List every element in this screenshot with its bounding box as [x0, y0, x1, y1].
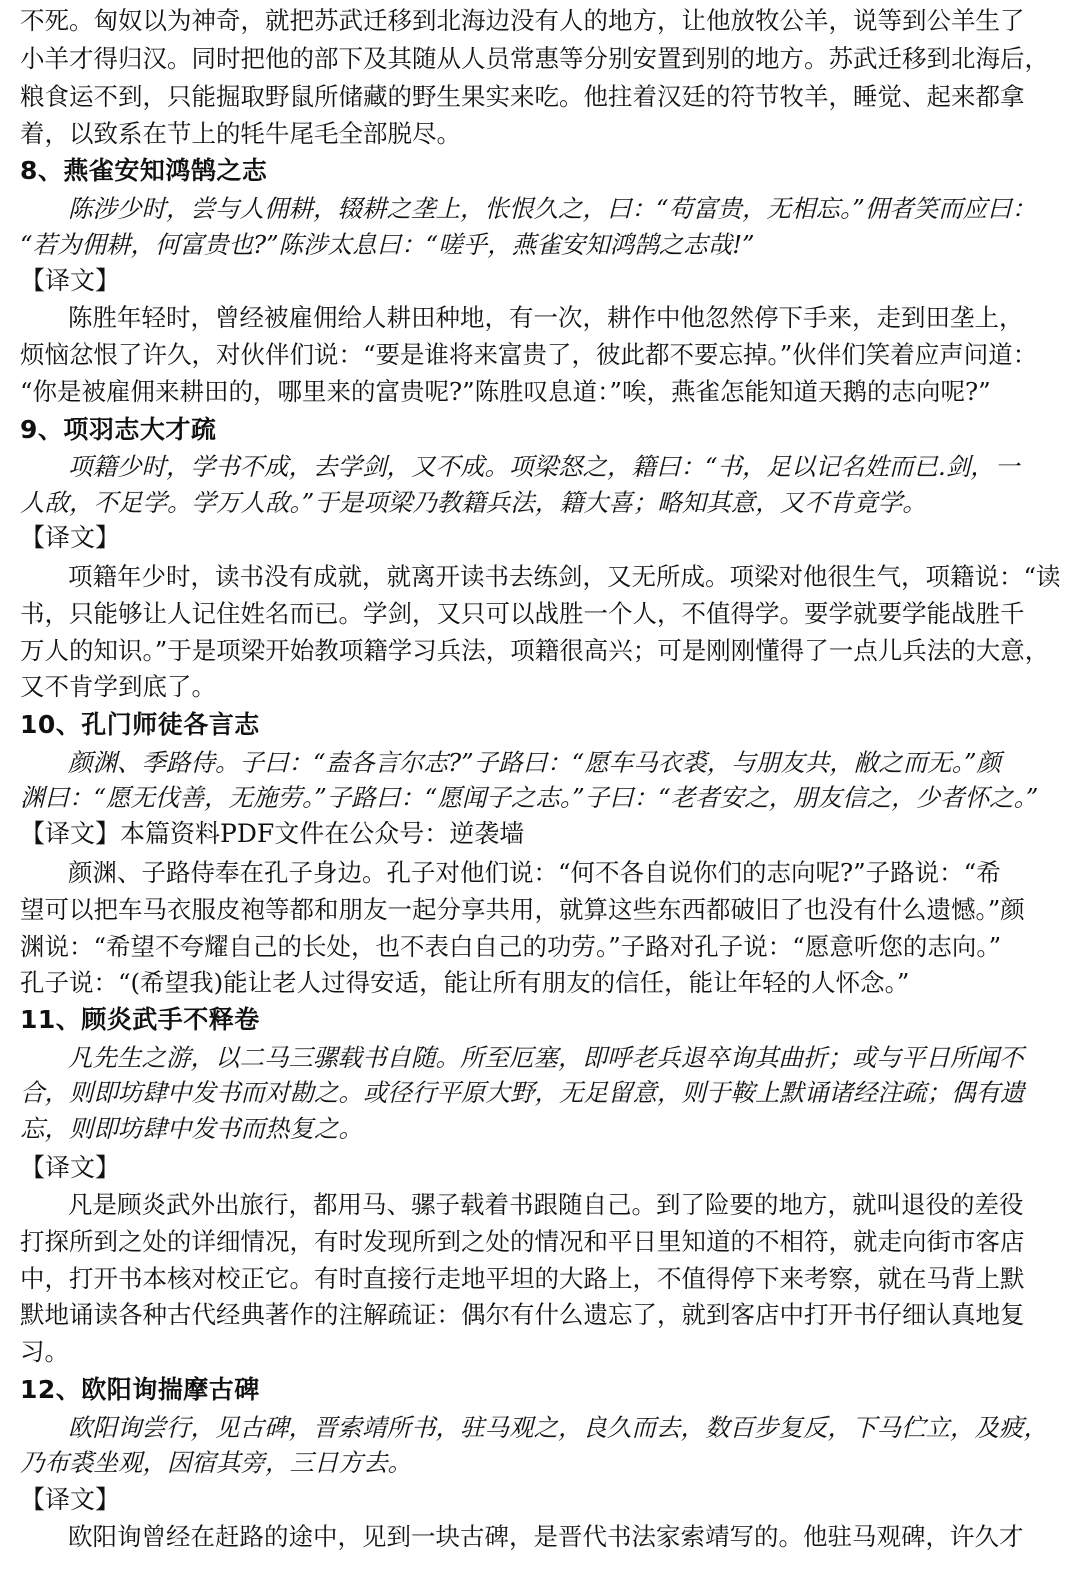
section-9-translation-line: 书，只能够让人记住姓名而已。学剑，又只可以战胜一个人，不值得学。要学就要学能战胜千 [20, 599, 1025, 628]
section-8-translation-label: 【译文】 [20, 266, 121, 295]
prev-paragraph-line: 不死。匈奴以为神奇，就把苏武迁移到北海边没有人的地方，让他放牧公羊，说等到公羊生了 [20, 6, 1025, 35]
section-9-original-line: 项籍少时，学书不成，去学剑，又不成。项梁怒之，籍曰：“书，足以记名姓而已.剑，一 [68, 452, 1020, 481]
section-9-translation-line: 项籍年少时，读书没有成就，就离开读书去练剑，又无所成。项梁对他很生气，项籍说：“读 [68, 562, 1061, 591]
section-10-translation-line: 颜渊、子路侍奉在孔子身边。孔子对他们说：“何不各自说你们的志向呢?”子路说：“希 [68, 858, 1001, 887]
section-9-translation-line: 万人的知识。”于是项梁开始教项籍学习兵法，项籍很高兴；可是刚刚懂得了一点儿兵法的大意， [20, 636, 1050, 665]
section-12-original-line: 欧阳询尝行，见古碑，晋索靖所书，驻马观之，良久而去，数百步复反，下马伫立，及疲， [68, 1413, 1048, 1442]
prev-paragraph-line: 小羊才得归汉。同时把他的部下及其随从人员常惠等分别安置到别的地方。苏武迁移到北海后， [20, 44, 1049, 73]
section-11-original-line: 凡先生之游，以二马三骡载书自随。所至厄塞，即呼老兵退卒询其曲折；或与平日所闻不 [68, 1043, 1024, 1072]
section-11-translation-line: 凡是顾炎武外出旅行，都用马、骡子载着书跟随自己。到了险要的地方，就叫退役的差役 [68, 1190, 1024, 1219]
section-11-title: 11、顾炎武手不释卷 [20, 1005, 260, 1034]
section-8-translation-line: 烦恼忿恨了许久，对伙伴们说：“要是谁将来富贵了，彼此都不要忘掉。”伙伴们笑着应声问道： [20, 340, 1038, 369]
section-12-title: 12、欧阳询揣摩古碑 [20, 1375, 260, 1404]
section-8-translation-line: 陈胜年轻时，曾经被雇佣给人耕田种地，有一次，耕作中他忽然停下手来，走到田垄上， [68, 303, 1024, 332]
section-9-translation-label: 【译文】 [20, 523, 121, 552]
section-9-original-line: 人敌，不足学。学万人敌。”于是项梁乃教籍兵法，籍大喜；略知其意，又不肯竟学。 [20, 488, 927, 517]
section-10-translation-line: 望可以把车马衣服皮袍等都和朋友一起分享共用，就算这些东西都破旧了也没有什么遗憾。”颜 [20, 895, 1025, 924]
section-9-title: 9、项羽志大才疏 [20, 415, 217, 444]
section-10-translation-label-row [20, 817, 1065, 851]
section-11-translation-line: 中，打开书本核对校正它。有时直接行走地平坦的大路上，不值得停下来考察，就在马背上默 [20, 1264, 1025, 1293]
prev-paragraph-line: 粮食运不到，只能掘取野鼠所储藏的野生果实来吃。他拄着汉廷的符节牧羊，睡觉、起来都拿 [20, 82, 1025, 111]
section-12-original-line: 乃布裘坐观，因宿其旁，三日方去。 [20, 1448, 412, 1477]
section-12-translation-line: 欧阳询曾经在赶路的途中，见到一块古碑，是晋代书法家索靖写的。他驻马观碑，许久才 [68, 1522, 1024, 1551]
section-11-translation-line: 默地诵读各种古代经典著作的注解疏证：偶尔有什么遗忘了，就到客店中打开书仔细认真地复 [20, 1300, 1025, 1329]
section-10-original-line: 颜渊、季路侍。子曰：“盍各言尔志?”子路曰：“愿车马衣裘，与朋友共，敝之而无。”颜 [68, 748, 1001, 777]
section-8-title: 8、燕雀安知鸿鹄之志 [20, 156, 268, 185]
section-9-translation-line: 又不肯学到底了。 [20, 672, 216, 701]
section-11-original-line: 忘，则即坊肆中发书而热复之。 [20, 1114, 363, 1143]
section-10-original-line: 渊曰：“愿无伐善，无施劳。”子路曰：“愿闻子之志。”子曰：“老者安之，朋友信之，少者怀之。” [20, 783, 1039, 812]
section-12-translation-label: 【译文】 [20, 1485, 121, 1514]
prev-paragraph-line: 着，以致系在节上的牦牛尾毛全部脱尽。 [20, 119, 461, 148]
section-10-translation-line: 孔子说：“(希望我)能让老人过得安适，能让所有朋友的信任，能让年轻的人怀念。” [20, 968, 910, 997]
section-10-title: 10、孔门师徒各言志 [20, 710, 260, 739]
section-11-translation-label: 【译文】 [20, 1153, 121, 1182]
section-10-translation-line: 渊说：“希望不夸耀自己的长处，也不表白自己的功劳。”子路对孔子说：“愿意听您的志向。” [20, 932, 1002, 961]
pdf-notice-text: 本篇资料PDF文件在公众号：逆袭墙 [120, 819, 525, 848]
section-11-translation-line: 打探所到之处的详细情况，有时发现所到之处的情况和平日里知道的不相符，就走向街市客店 [20, 1227, 1025, 1256]
section-8-original-line: “若为佣耕，何富贵也?”陈涉太息曰：“嗟乎，燕雀安知鸿鹄之志哉!” [20, 230, 755, 259]
section-8-original-line: 陈涉少时，尝与人佣耕，辍耕之垄上，怅恨久之，曰：“苟富贵，无相忘。”佣者笑而应曰： [68, 194, 1037, 223]
section-11-original-line: 合，则即坊肆中发书而对勘之。或径行平原大野，无足留意，则于鞍上默诵诸经注疏；偶有遗 [20, 1078, 1025, 1107]
section-10-translation-label: 【译文】 [20, 819, 121, 848]
section-8-translation-line: “你是被雇佣来耕田的，哪里来的富贵呢?”陈胜叹息道：”唉，燕雀怎能知道天鹅的志向呢?” [20, 377, 991, 406]
section-11-translation-line: 习。 [20, 1337, 69, 1366]
